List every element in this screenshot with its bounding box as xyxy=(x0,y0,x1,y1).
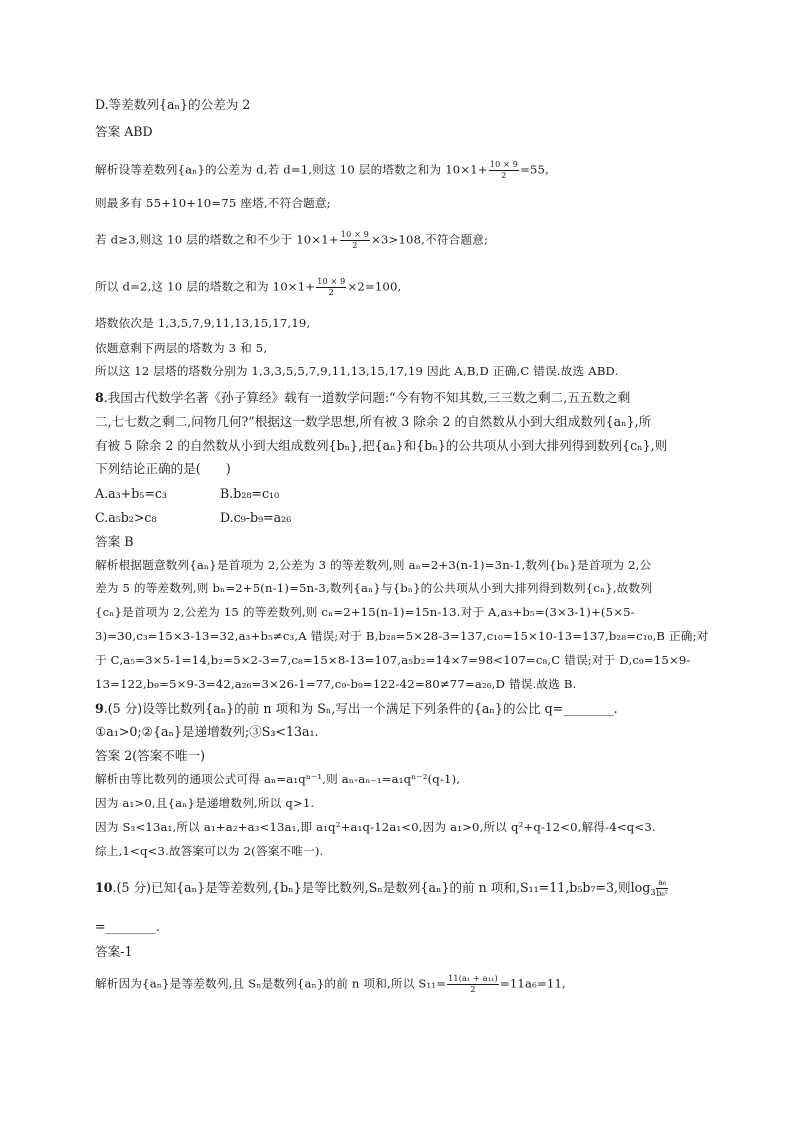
option-a: A.a₃+b₅=c₃ xyxy=(95,486,167,501)
fraction-denominator: 2 xyxy=(352,241,358,250)
question-9-line xyxy=(95,703,618,716)
solution-line: 则最多有 55+10+10=75 座塔,不符合题意; xyxy=(95,196,331,210)
fraction-numerator: 10 × 9 xyxy=(489,160,519,169)
fraction-numerator: 10 × 9 xyxy=(317,277,346,286)
fraction xyxy=(447,975,499,994)
solution-line: 解析由等比数列的通项公式可得 aₙ=a₁qⁿ⁻¹,则 aₙ-aₙ₋₁=a₁qⁿ⁻²(q-1), xyxy=(95,772,461,786)
question-text: .我国古代数学名著《孙子算经》载有一道数学问题:“今有物不知其数,三三数之剩二,五五数之剩 xyxy=(103,390,631,405)
question-10-blank: =________. xyxy=(95,919,160,934)
question-8-line: 二,七七数之剩二,问物几何?”根据这一数学思想,所有被 3 除余 2 的自然数从小到大组成数列{aₙ},所 xyxy=(95,414,652,429)
solution-text: 所以 d=2,这 10 层的塔数之和为 10×1+ xyxy=(95,279,316,294)
option-c: C.a₅b₂>c₈ xyxy=(95,510,157,525)
fraction-denominator: b₆² xyxy=(656,889,668,898)
answer-line: 答案 B xyxy=(95,534,134,549)
fraction xyxy=(340,231,370,250)
solution-line xyxy=(95,278,401,297)
question-text: .(5 分)已知{aₙ}是等差数列,{bₙ}是等比数列,Sₙ是数列{aₙ}的前 n 项和,S₁₁=11,b₅b₇=3,则 xyxy=(112,880,631,895)
fraction-denominator: 2 xyxy=(501,171,507,180)
solution-line: 于 C,a₅=3×5-1=14,b₂=5×2-3=7,c₈=15×8-13=107,a₅b₂=14×7=98<107=c₈,C 错误;对于 D,c₉=15×9- xyxy=(95,653,691,667)
solution-line: 因为 a₁>0,且{aₙ}是递增数列,所以 q>1. xyxy=(95,796,315,810)
solution-line: 13=122,b₉=5×9-3=42,a₂₆=3×26-1=77,c₉-b₉=122-42=80≠77=a₂₆,D 错误.故选 B. xyxy=(95,677,577,691)
solution-line: {cₙ}是首项为 2,公差为 15 的等差数列,则 cₙ=2+15(n-1)=15n-13.对于 A,a₃+b₅=(3×3-1)+(5×5- xyxy=(95,605,635,619)
question-8-line: 下列结论正确的是( ) xyxy=(95,461,231,476)
solution-text: 解析因为{aₙ}是等差数列,且 Sₙ是数列{aₙ}的前 n 项和,所以 S₁₁= xyxy=(95,976,447,991)
question-text: .(5 分)设等比数列{aₙ}的前 n 项和为 Sₙ,写出一个满足下列条件的{aₙ}的公比 q=________. xyxy=(103,701,618,716)
solution-text: 解析设等差数列{aₙ}的公差为 d,若 d=1,则这 10 层的塔数之和为 10×1+ xyxy=(95,162,488,177)
question-number: 10 xyxy=(95,880,113,895)
question-number: 8 xyxy=(95,390,104,405)
log-base: 3 xyxy=(650,888,656,897)
log-expression xyxy=(631,880,656,895)
fraction xyxy=(316,278,346,297)
solution-line: 解析根据题意数列{aₙ}是首项为 2,公差为 3 的等差数列,则 aₙ=2+3(n-1)=3n-1,数列{bₙ}是首项为 2,公 xyxy=(95,558,652,572)
solution-line: 综上,1<q<3.故答案可以为 2(答案不唯一). xyxy=(95,844,324,858)
answer-line: 答案 2(答案不唯一) xyxy=(95,748,205,763)
question-9-conditions: ①a₁>0;②{aₙ}是递增数列;③S₃<13a₁. xyxy=(95,724,319,739)
solution-line: 所以这 12 层塔的塔数分别为 1,3,3,5,5,7,9,11,13,15,17,19 因此 A,B,D 正确,C 错误.故选 ABD. xyxy=(95,364,619,378)
fraction-numerator: 10 × 9 xyxy=(340,230,370,239)
solution-line: 因为 S₃<13a₁,所以 a₁+a₂+a₃<13a₁,即 a₁q²+a₁q-12a₁<0,因为 a₁>0,所以 q²+q-12<0,解得-4<q<3. xyxy=(95,820,656,834)
fraction xyxy=(489,161,519,180)
solution-text: ×3>108,不符合题意; xyxy=(371,232,489,247)
question-number: 9 xyxy=(95,701,104,716)
log-word: log xyxy=(630,880,651,895)
fraction-numerator: 11(a₁ + a₁₁) xyxy=(448,974,498,983)
question-8-line xyxy=(95,392,630,405)
solution-line: 塔数依次是 1,3,5,7,9,11,13,15,17,19, xyxy=(95,316,311,330)
solution-text: 若 d≥3,则这 10 层的塔数之和不少于 10×1+ xyxy=(95,232,339,247)
option-d-line: D.等差数列{aₙ}的公差为 2 xyxy=(95,97,251,112)
solution-line: 差为 5 的等差数列,则 bₙ=2+5(n-1)=5n-3,数列{aₙ}与{bₙ}的公共项从小到大排列得到数列{cₙ},故数列 xyxy=(95,581,653,595)
option-d: D.c₉-b₉=a₂₆ xyxy=(220,510,292,525)
answer-line: 答案 ABD xyxy=(95,124,153,139)
solution-text: =55, xyxy=(520,162,550,177)
solution-line: 依题意剩下两层的塔数为 3 和 5, xyxy=(95,341,268,355)
fraction-denominator: 2 xyxy=(328,288,334,297)
fraction-denominator: 2 xyxy=(470,985,476,994)
answer-line: 答案-1 xyxy=(95,944,133,959)
fraction xyxy=(656,879,668,898)
solution-line xyxy=(95,161,549,180)
solution-text: =11a₆=11, xyxy=(499,976,566,991)
option-b: B.b₂₈=c₁₀ xyxy=(220,486,280,501)
solution-text: ×2=100, xyxy=(347,279,402,294)
solution-line: 3)=30,c₃=15×3-13=32,a₃+b₅≠c₃,A 错误;对于 B,b₂₈=5×28-3=137,c₁₀=15×10-13=137,b₂₈=c₁₀,B 正确;对 xyxy=(95,629,709,643)
solution-line xyxy=(95,975,566,994)
question-10-line xyxy=(95,879,669,898)
fraction-numerator: a₆ xyxy=(658,878,667,887)
question-8-line: 有被 5 除余 2 的自然数从小到大组成数列{bₙ},把{aₙ}和{bₙ}的公共项从小到大排列得到数列{cₙ},则 xyxy=(95,438,668,453)
solution-line xyxy=(95,231,488,250)
